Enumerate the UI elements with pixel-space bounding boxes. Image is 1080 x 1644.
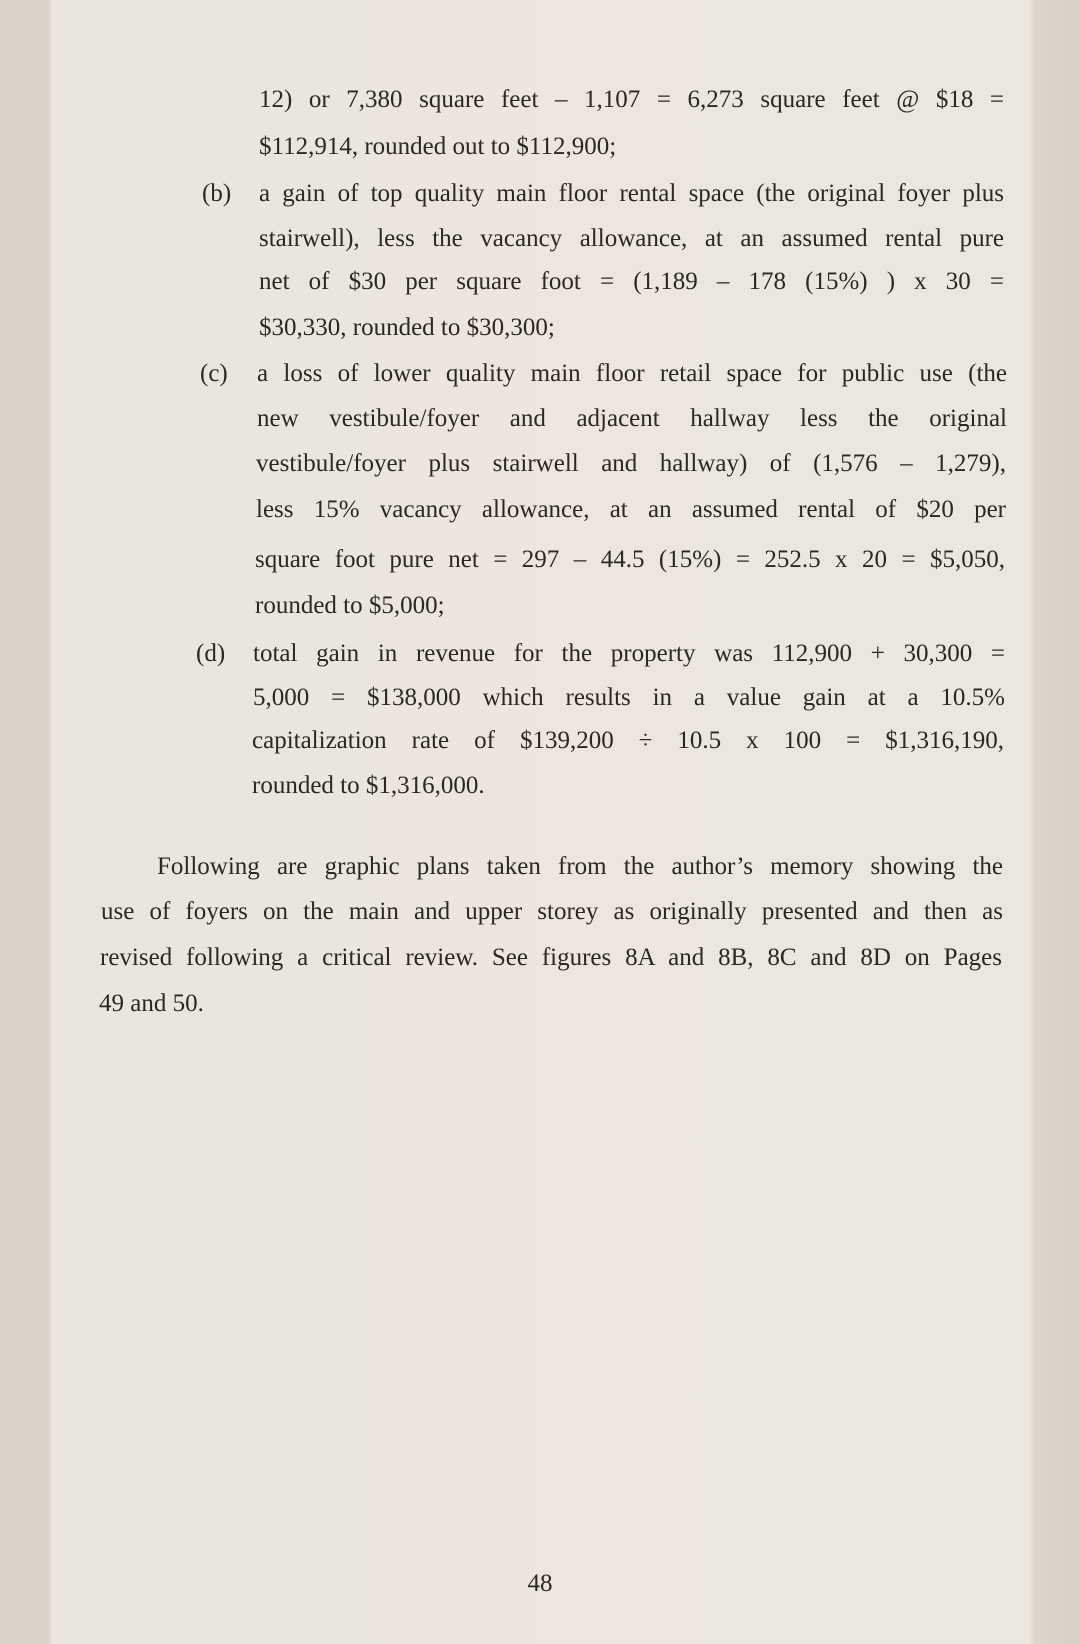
text-line: net of $30 per square foot = (1,189 – 178 (15%) ) x 30 =	[259, 268, 1004, 295]
paragraph-line: Following are graphic plans taken from the author’s memory showing the	[157, 853, 1003, 880]
text-line: a gain of top quality main floor rental space (the original foyer plus	[259, 180, 1004, 207]
text-line: 12) or 7,380 square feet – 1,107 = 6,273 square feet @ $18 =	[259, 86, 1004, 113]
paragraph-line: use of foyers on the main and upper storey as originally presented and then as	[101, 898, 1003, 925]
text-line: stairwell), less the vacancy allowance, at an assumed rental pure	[259, 225, 1004, 252]
item-label: (d)	[196, 640, 226, 667]
text-line: square foot pure net = 297 – 44.5 (15%) = 252.5 x 20 = $5,050,	[255, 546, 1005, 573]
text-line: rounded to $1,316,000.	[252, 772, 485, 799]
text-line: $112,914, rounded out to $112,900;	[259, 133, 617, 160]
text-line: a loss of lower quality main floor retail space for public use (the	[257, 360, 1007, 387]
text-line: new vestibule/foyer and adjacent hallway less the original	[257, 405, 1007, 432]
paragraph-line: 49 and 50.	[99, 990, 204, 1017]
text-line: $30,330, rounded to $30,300;	[259, 314, 555, 341]
page-number: 48	[527, 1570, 553, 1597]
text-line: 5,000 = $138,000 which results in a value gain at a 10.5%	[253, 684, 1005, 711]
text-line: total gain in revenue for the property was 112,900 + 30,300 =	[253, 640, 1005, 667]
item-label: (c)	[200, 360, 228, 387]
paragraph-line: revised following a critical review. See figures 8A and 8B, 8C and 8D on Pages	[100, 944, 1002, 971]
text-line: capitalization rate of $139,200 ÷ 10.5 x 100 = $1,316,190,	[252, 727, 1004, 754]
text-line: less 15% vacancy allowance, at an assumed rental of $20 per	[256, 496, 1006, 523]
text-line: vestibule/foyer plus stairwell and hallway) of (1,576 – 1,279),	[256, 450, 1006, 477]
item-label: (b)	[202, 180, 232, 207]
text-line: rounded to $5,000;	[255, 592, 445, 619]
